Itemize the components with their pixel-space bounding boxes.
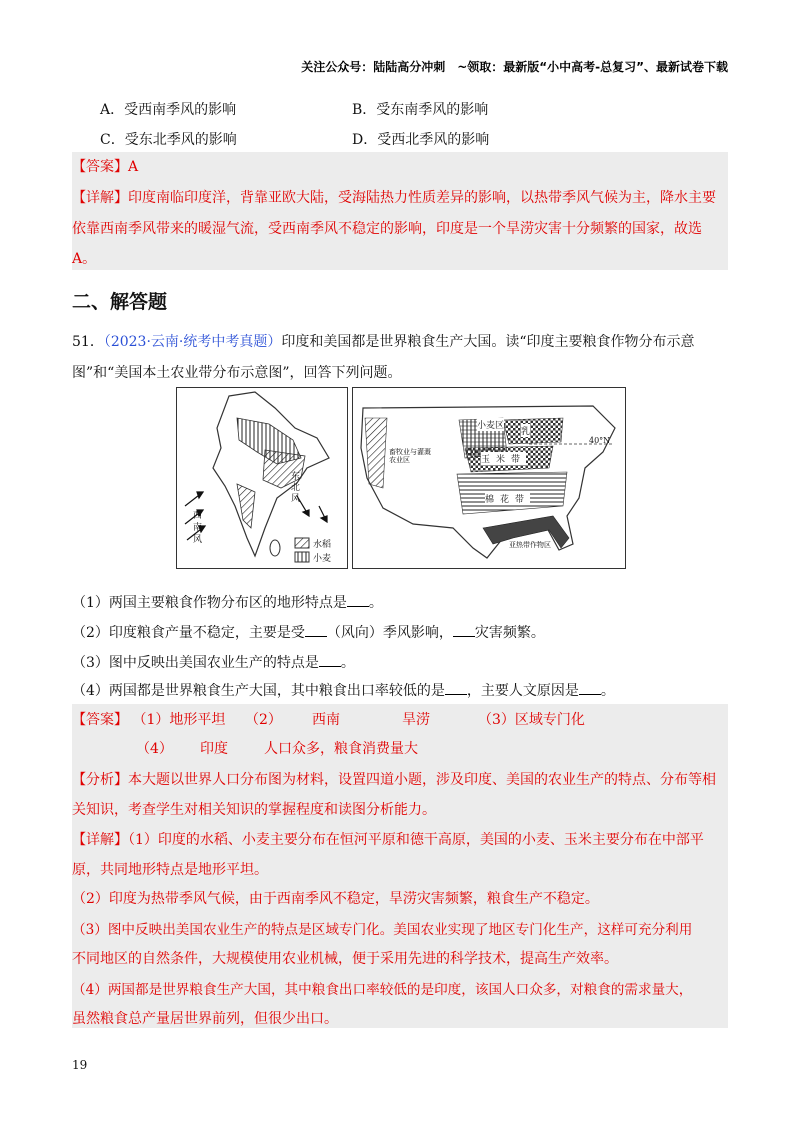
detail-line: （2）印度为热带季风气候，由于西南季风不稳定，旱涝灾害频繁，粮食生产不稳定。 <box>72 891 599 907</box>
label-dairy: 乳 <box>521 424 530 437</box>
sri-lanka <box>270 540 280 556</box>
answer-tag: 【答案】 <box>72 159 128 175</box>
detail-line: 不同地区的自然条件，大规模使用农业机械，便于采用先进的科学技术，提高生产效率。 <box>72 951 618 967</box>
legend-wheat-label: 小麦 <box>313 554 332 564</box>
india-map <box>176 387 348 569</box>
stem-text: 印度和美国都是世界粮食生产大国。读“印度主要粮食作物分布示意 <box>281 334 695 350</box>
label-subtropical: 亚热带作物区 <box>509 541 551 549</box>
label-cotton-belt: 棉花带 <box>485 492 530 505</box>
page-number: 19 <box>72 1058 88 1072</box>
detail-tag: 【详解】 <box>72 190 128 206</box>
label-northeast-wind: 东北风 <box>291 472 301 504</box>
q50-answer <box>72 156 138 176</box>
sub-question-2 <box>72 622 545 642</box>
option-b: B．受东南季风的影响 <box>352 102 489 118</box>
question-source: （2023·云南·统考中考真题） <box>103 334 282 350</box>
q50-detail-line <box>72 187 716 207</box>
q50-detail-line: 依靠西南季风带来的暖湿气流，受西南季风不稳定的影响，印度是一个旱涝灾害十分频繁的国家，故选 <box>72 221 702 237</box>
answer-blank <box>579 682 601 695</box>
label-latitude: 40°N <box>589 436 611 445</box>
label-corn-belt: 玉米带 <box>481 452 526 465</box>
option-d: D．受西北季风的影响 <box>352 132 490 148</box>
answer-tag: 【答案】 <box>72 712 128 728</box>
sub-question-text: （4）两国都是世界粮食生产大国，其中粮食出口率较低的是 <box>72 683 445 699</box>
label-wheat-area: 小麦区 <box>477 418 504 431</box>
question-number: 51． <box>72 334 104 350</box>
detail-line <box>72 829 704 849</box>
answer-part-2-num: （2） <box>245 712 282 728</box>
detail-text: 印度南临印度洋，背靠亚欧大陆，受海陆热力性质差异的影响，以热带季风气候为主，降水主要 <box>128 190 716 206</box>
analysis-text: 本大题以世界人口分布图为材料，设置四道小题，涉及印度、美国的农业生产的特点、分布等相 <box>128 772 716 788</box>
sub-question-4 <box>72 680 615 700</box>
answer-part-4-num: （4） <box>136 741 173 757</box>
label-southwest-wind: 西南风 <box>193 511 203 545</box>
answer-part-3: （3）区域专门化 <box>478 712 585 728</box>
sub-question-text: （风向）季风影响， <box>326 625 453 641</box>
detail-line: （4）两国都是世界粮食生产大国，其中粮食出口率较低的是印度，该国人口众多，对粮食的需求量大， <box>72 982 693 998</box>
dairy-belt <box>503 418 563 444</box>
q51-stem-line: 图”和“美国本土农业带分布示意图”，回答下列问题。 <box>72 365 402 381</box>
detail-line: 虽然粮食总产量居世界前列，但很少出口。 <box>72 1011 338 1027</box>
sub-question-text: （1）两国主要粮食作物分布区的地形特点是 <box>72 595 347 611</box>
answer-blank <box>453 624 475 637</box>
sub-question-text: 。 <box>340 655 355 671</box>
sub-question-text: 。 <box>368 595 383 611</box>
option-c: C．受东北季风的影响 <box>100 132 237 148</box>
sub-question-text: ，主要人文原因是 <box>466 683 579 699</box>
answer-value: A <box>128 159 139 175</box>
detail-text: （1）印度的水稻、小麦主要分布在恒河平原和德干高原，美国的小麦、玉米主要分布在中部平 <box>128 832 704 848</box>
sub-question-text: 灾害频繁。 <box>474 625 545 641</box>
sub-question-text: （3）图中反映出美国农业生产的特点是 <box>72 655 319 671</box>
answer-blank <box>319 654 341 667</box>
answer-part-4-val: 印度 <box>200 741 228 757</box>
label-ranch-irrigation: 畜牧业与灌溉农业区 <box>389 448 435 464</box>
page-header: 关注公众号：陆陆高分冲刺 ~领取：最新版“小中高考-总复习”、最新试卷下载 <box>301 60 728 74</box>
legend-wheat-swatch <box>295 552 309 562</box>
analysis-tag: 【分析】 <box>72 772 128 788</box>
analysis-line: 关知识，考查学生对相关知识的掌握程度和读图分析能力。 <box>72 802 436 818</box>
us-map <box>352 387 626 569</box>
legend-rice-swatch <box>295 538 309 548</box>
sub-question-3 <box>72 652 355 672</box>
answer-part-1: （1）地形平坦 <box>132 712 226 728</box>
sub-question-text: 。 <box>600 683 615 699</box>
detail-tag: 【详解】 <box>72 832 128 848</box>
legend-rice-label: 水稻 <box>313 540 332 550</box>
q50-answer-block <box>72 152 728 270</box>
answer-blank <box>445 682 467 695</box>
answer-part-2-val: 西南 <box>312 712 340 728</box>
answer-blank <box>305 624 327 637</box>
sub-question-1 <box>72 592 383 612</box>
detail-line: （3）图中反映出美国农业生产的特点是区域专门化。美国农业实现了地区专门化生产，这样可充分利用 <box>72 922 693 938</box>
detail-line: 原，共同地形特点是地形平坦。 <box>72 862 268 878</box>
analysis-line <box>72 769 716 789</box>
us-map-svg <box>353 388 625 568</box>
sub-question-text: （2）印度粮食产量不稳定，主要是受 <box>72 625 305 641</box>
answer-part-4-val2: 人口众多，粮食消费量大 <box>264 741 418 757</box>
answer-blank <box>347 594 369 607</box>
q51-answer-line1 <box>72 709 225 729</box>
answer-part-2-val2: 旱涝 <box>402 712 430 728</box>
option-a: A．受西南季风的影响 <box>100 102 237 118</box>
section-title: 二、解答题 <box>72 291 168 313</box>
q51-stem-line <box>72 331 695 351</box>
q50-detail-line: A。 <box>72 251 97 267</box>
